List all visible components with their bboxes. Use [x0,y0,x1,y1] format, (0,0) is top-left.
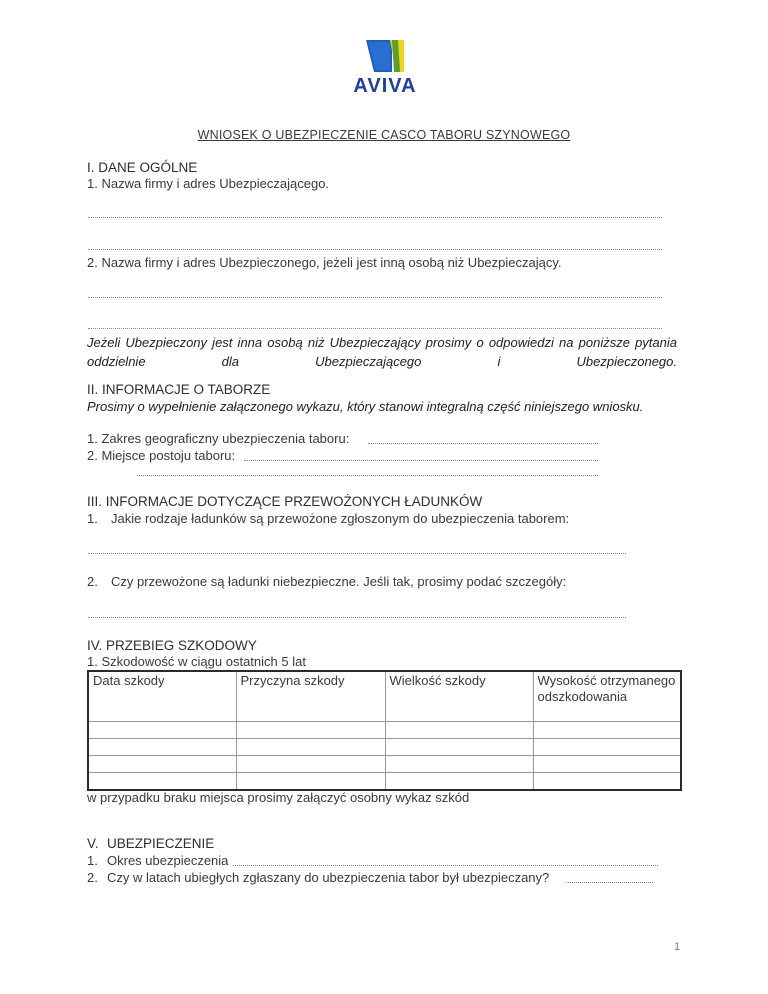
section-2-heading: II. INFORMACJE O TABORZE [87,382,271,397]
section-3-question-1: Jakie rodzaje ładunków są przewożone zgłoszonym do ubezpieczenia taborem: [111,511,570,526]
section-3-question-2-number: 2. [87,574,98,589]
answer-line[interactable] [88,297,662,298]
table-header-cell: Data szkody [88,671,236,722]
aviva-logo-mark-icon [366,40,404,72]
section-2-question-2: 2. Miejsce postoju taboru: [87,448,236,463]
table-row [88,722,681,739]
table-cell[interactable] [385,756,533,773]
table-cell[interactable] [88,773,236,791]
section-5-question-1: Okres ubezpieczenia [107,853,229,868]
answer-line[interactable] [88,553,626,554]
aviva-logo [339,40,431,100]
section-3-heading: III. INFORMACJE DOTYCZĄCE PRZEWOŻONYCH ŁADUNKÓW [87,494,483,509]
section-4-footnote: w przypadku braku miejsca prosimy załączyć osobny wykaz szkód [87,790,470,805]
table-cell[interactable] [88,722,236,739]
table-cell[interactable] [236,773,385,791]
page-number: 1 [674,941,681,953]
table-header-cell: Wysokość otrzymanego odszkodowania [533,671,681,722]
section-2-question-1: 1. Zakres geograficzny ubezpieczenia taboru: [87,431,350,446]
table-cell[interactable] [533,739,681,756]
table-row [88,739,681,756]
section-1-question-2: 2. Nazwa firmy i adres Ubezpieczonego, jeżeli jest inną osobą niż Ubezpieczający. [87,255,562,270]
table-cell[interactable] [385,722,533,739]
section-4-heading: IV. PRZEBIEG SZKODOWY [87,638,257,653]
answer-line[interactable] [244,460,598,461]
answer-line[interactable] [88,217,662,218]
answer-line[interactable] [566,882,653,883]
table-cell[interactable] [385,739,533,756]
table-cell[interactable] [236,739,385,756]
table-header-cell: Przyczyna szkody [236,671,385,722]
table-cell[interactable] [88,739,236,756]
section-4-question-1: 1. Szkodowość w ciągu ostatnich 5 lat [87,654,306,669]
table-row [88,773,681,791]
table-cell[interactable] [533,773,681,791]
table-cell[interactable] [88,756,236,773]
table-cell[interactable] [533,722,681,739]
section-1-heading: I. DANE OGÓLNE [87,160,198,175]
section-5-question-1-number: 1. [87,853,98,868]
section-2-note: Prosimy o wypełnienie załączonego wykazu, który stanowi integralną część niniejszego wniosku. [87,399,644,414]
table-cell[interactable] [385,773,533,791]
answer-line[interactable] [368,443,598,444]
section-5-heading: UBEZPIECZENIE [107,836,215,851]
damages-table [87,670,682,791]
form-title: WNIOSEK O UBEZPIECZENIE CASCO TABORU SZYNOWEGO [197,128,571,142]
section-1-question-1: 1. Nazwa firmy i adres Ubezpieczającego. [87,176,330,191]
answer-line[interactable] [137,475,598,476]
section-3-question-1-number: 1. [87,511,98,526]
answer-line[interactable] [88,328,662,329]
table-header-row [88,671,681,722]
answer-line[interactable] [233,865,658,866]
answer-line[interactable] [88,249,662,250]
table-cell[interactable] [236,756,385,773]
answer-line[interactable] [88,617,626,618]
section-5-question-2: Czy w latach ubiegłych zgłaszany do ubezpieczenia tabor był ubezpieczany? [107,870,550,885]
section-1-note: Jeżeli Ubezpieczony jest inna osobą niż Ubezpieczający prosimy o odpowiedzi na poniższe pytania oddzielnie dla Ubezpieczającego i Ubezpieczonego. [87,335,677,369]
table-header-cell: Wielkość szkody [385,671,533,722]
section-5-heading-number: V. [87,836,99,851]
aviva-logo-text: AVIVA [353,75,417,97]
table-cell[interactable] [236,722,385,739]
section-5-question-2-number: 2. [87,870,98,885]
table-row [88,756,681,773]
section-3-question-2: Czy przewożone są ładunki niebezpieczne. Jeśli tak, prosimy podać szczegóły: [111,574,567,589]
table-cell[interactable] [533,756,681,773]
